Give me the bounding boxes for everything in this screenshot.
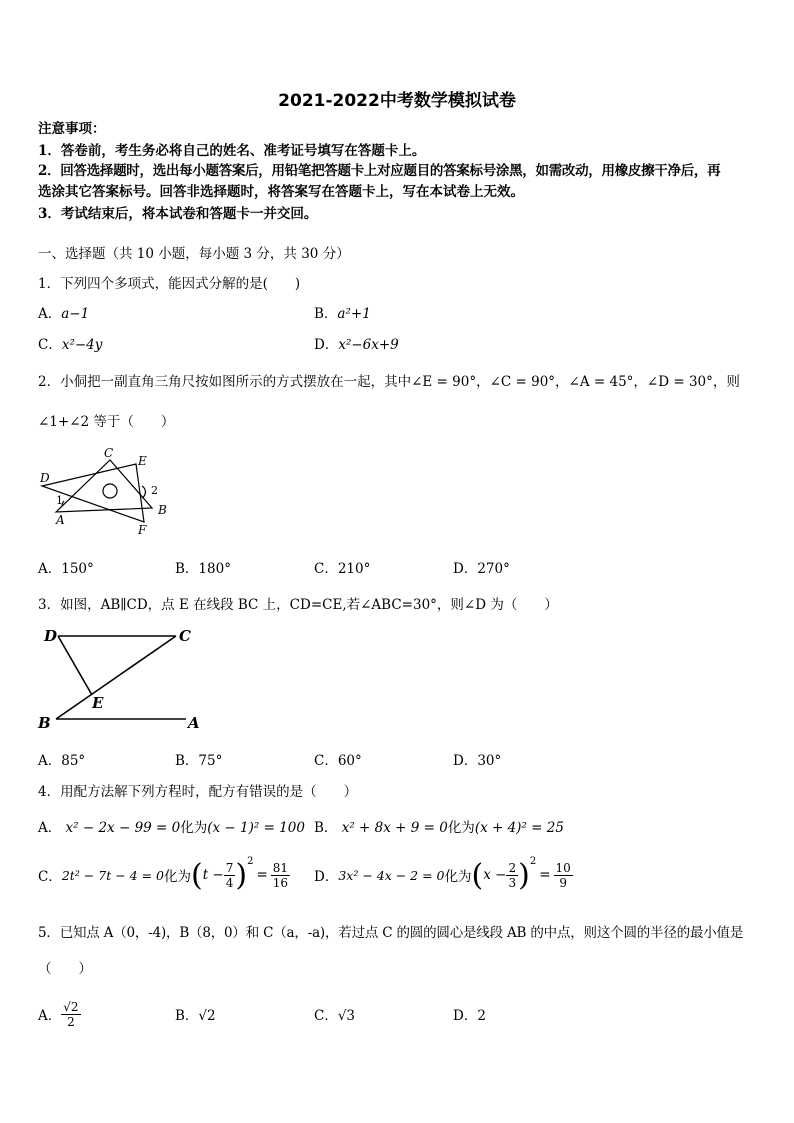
q3-line-cb: [56, 636, 176, 719]
q1-d-expr: x²−6x+9: [338, 337, 399, 353]
q1-option-b: [314, 302, 371, 322]
q5-stem-cont: （ ）: [38, 961, 92, 977]
q4-b-label: B．: [314, 820, 338, 836]
q2-label-d: D: [40, 471, 50, 485]
q1-b-label: B．: [314, 306, 338, 322]
q4-c-lparen: (: [190, 857, 203, 893]
notice-heading: 注意事项：: [38, 121, 106, 137]
q2-label-2: 2: [151, 484, 158, 497]
q2-option-c: C．210°: [314, 561, 371, 577]
q5-a-label: A．: [38, 1008, 62, 1024]
section-heading: 一、选择题（共 10 小题，每小题 3 分，共 30 分）: [38, 246, 350, 262]
q4-d-frac: [506, 861, 518, 890]
q4-d-eq: 3x² − 4x − 2 = 0: [338, 867, 445, 883]
q1-c-expr: x²−4y: [61, 337, 103, 353]
q4-d-rhs-den: 9: [559, 875, 567, 890]
q4-c-mid: 化为: [163, 869, 191, 885]
q5-a-num: √2: [63, 999, 79, 1014]
q4-d-equals: =: [539, 867, 551, 883]
notice-item-1: 1．答卷前，考生务必将自己的姓名、准考证号填写在答题卡上。: [38, 143, 426, 159]
q3-option-a: A．85°: [38, 753, 86, 769]
q4-c-rhs-num: 81: [272, 860, 289, 875]
q2-label-b: B: [158, 503, 167, 517]
q4-c-rhs-den: 16: [272, 875, 289, 890]
q2-stem-cont: ∠1+∠2 等于（ ）: [38, 414, 175, 430]
q4-a-label: A．: [38, 820, 62, 836]
q4-c-frac-num: 7: [225, 860, 234, 875]
q4-c-frac-den: 4: [225, 875, 234, 890]
q4-d-label: D．: [314, 869, 339, 885]
q4-d-rparen: ): [518, 857, 530, 893]
q1-a-expr: a−1: [61, 306, 90, 322]
q5-option-d: D．2: [453, 1008, 486, 1024]
q4-c-label: C．: [38, 869, 62, 885]
notice-item-2-cont: 选涂其它答案标号。回答非选择题时，将答案写在答题卡上，写在本试卷上无效。: [38, 184, 524, 200]
notice-item-2: 2．回答选择题时，选出每小题答案后，用铅笔把答题卡上对应题目的答案标号涂黑，如需改动，用橡皮擦干净后，再: [38, 163, 721, 179]
q2-figure: [34, 444, 174, 540]
q5-option-a: [38, 994, 81, 1034]
q2-option-d: D．270°: [453, 561, 510, 577]
q4-option-a: [38, 816, 305, 836]
q4-a-mid: 化为: [180, 820, 208, 836]
q3-label-e: E: [92, 694, 104, 712]
q1-c-label: C．: [38, 337, 62, 353]
q3-label-c: C: [179, 627, 191, 645]
q4-a-res: (x − 1)² = 100: [207, 820, 305, 836]
q3-stem: 3．如图，AB∥CD，点 E 在线段 BC 上，CD=CE,若∠ABC=30°，则∠D 为（ ）: [38, 597, 558, 613]
q1-option-a: [38, 302, 89, 322]
q4-c-rhs: [271, 861, 290, 890]
q2-label-c: C: [104, 446, 114, 460]
q2-option-a: A．150°: [38, 561, 94, 577]
notice-item-3: 3．考试结束后，将本试卷和答题卡一并交回。: [38, 206, 318, 222]
q2-stem: 2．小侗把一副直角三角尺按如图所示的方式摆放在一起，其中∠E = 90°，∠C = 90°，∠A = 45°，∠D = 30°，则: [38, 374, 740, 390]
q1-option-d: [314, 333, 399, 353]
q4-c-res-pre: t −: [202, 867, 224, 883]
q3-line-de: [58, 636, 92, 695]
q3-figure: [36, 624, 206, 734]
q4-c-eq: 2t² − 7t − 4 = 0: [61, 867, 164, 883]
q2-option-b: B．180°: [175, 561, 231, 577]
q1-a-label: A．: [38, 306, 62, 322]
q4-c-equals: =: [256, 867, 268, 883]
q4-d-res-pre: x −: [483, 867, 507, 883]
q4-c-rparen: ): [235, 857, 248, 893]
q4-option-d: [314, 852, 573, 898]
q2-circle: [103, 484, 117, 498]
q4-c-frac: [224, 861, 236, 890]
q4-a-eq: x² − 2x − 99 = 0: [65, 820, 181, 836]
q4-b-eq: x² + 8x + 9 = 0: [341, 820, 448, 836]
q4-d-frac-num: 2: [508, 860, 517, 875]
q2-label-e: E: [138, 454, 147, 468]
q4-d-square: 2: [529, 856, 537, 867]
q4-d-lparen: (: [471, 857, 484, 893]
q3-label-a: A: [188, 714, 200, 732]
q1-stem: 1．下列四个多项式，能因式分解的是( ): [38, 276, 301, 292]
q3-label-d: D: [44, 627, 58, 645]
q2-label-a: A: [56, 513, 65, 527]
q4-d-frac-den: 3: [508, 875, 517, 890]
q3-label-b: B: [38, 714, 51, 732]
q4-option-c: [38, 852, 290, 898]
q5-option-b: B．√2: [175, 1008, 216, 1024]
q4-option-b: [314, 816, 564, 836]
q2-label-f: F: [138, 523, 147, 537]
q1-d-label: D．: [314, 337, 339, 353]
page-title: 2021-2022中考数学模拟试卷: [278, 91, 516, 111]
q4-d-mid: 化为: [444, 869, 472, 885]
q4-c-square: 2: [247, 856, 254, 867]
q1-b-expr: a²+1: [337, 306, 371, 322]
q5-option-c: C．√3: [314, 1008, 356, 1024]
q4-d-rhs: [554, 861, 573, 890]
q2-label-1: 1: [56, 494, 63, 507]
q5-a-den: 2: [67, 1014, 75, 1029]
q4-stem: 4．用配方法解下列方程时，配方有错误的是（ ）: [38, 784, 358, 800]
q5-a-frac: [61, 1000, 80, 1029]
q1-option-c: [38, 333, 102, 353]
q3-option-c: C．60°: [314, 753, 362, 769]
q2-angle-2-arc: [142, 486, 145, 498]
q4-b-res: (x + 4)² = 25: [474, 820, 564, 836]
q5-stem: 5．已知点 A（0，-4)，B（8，0）和 C（a，-a)，若过点 C 的圆的圆心是线段 AB 的中点，则这个圆的半径的最小值是: [38, 925, 744, 941]
q4-b-mid: 化为: [447, 820, 475, 836]
q4-d-rhs-num: 10: [555, 860, 571, 875]
q3-option-d: D．30°: [453, 753, 502, 769]
q3-option-b: B．75°: [175, 753, 223, 769]
